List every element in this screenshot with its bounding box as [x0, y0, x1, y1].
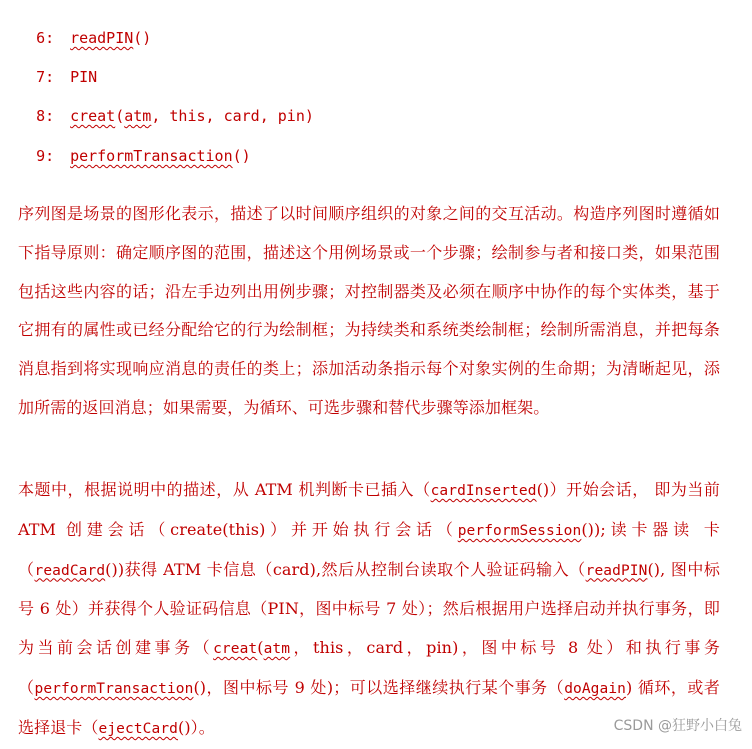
text-run: ，this，card，pin)，图中标号 8 处）和执行事务（ [18, 638, 720, 697]
text-run: ()）开始会话， 即为当前 ATM 创建会话（create(this)）并开始执行会话（ [18, 480, 721, 539]
code-token: () [133, 29, 152, 47]
text-run: ) 循环，或者选择退卡（ [18, 677, 720, 737]
watermark: CSDN @狂野小白兔 [613, 718, 742, 734]
paragraph-sequence-diagram: 序列图是场景的图形化表示，描述了以时间顺序组织的对象之间的交互活动。构造序列图时遵循如下指导原则：确定顺序图的范围，描述这个用例场景或一个步骤；绘制参与者和接口类，如果范围包括这些内容的话；沿左手边列出用例步骤；对控制器类及必须在顺序中协作的每个实体类，基于它拥有的属性或已经分配给它的行为绘制框；为持续类和系统类绘制框；绘制所需消息，并把每条消息指到将实现响应消息的责任的类上；添加活动条指示每个对象实例的生命期；为清晰起见，添加所需的返回消息；如果需要，为循环、可选步骤和替代步骤等添加框架。 [18, 204, 720, 417]
code-token: performSession [457, 522, 582, 539]
text-run: ( [257, 638, 264, 658]
code-token: ( [115, 107, 125, 125]
text-run: ()）。 [177, 717, 215, 737]
text-run: ()，图中标号 9 处)；可以选择继续执行某个事务（ [193, 677, 565, 697]
code-token: PIN [70, 68, 98, 86]
code-token: readPIN [585, 562, 648, 579]
code-token: creat [213, 641, 258, 658]
line-number: 8: [36, 107, 55, 125]
code-token: atm [124, 107, 152, 125]
code-token: readCard [34, 562, 106, 579]
code-line-7 [18, 47, 97, 87]
text-run: (), 图中标号 6 处）并获得个人验证码信息（PIN，图中标号 7 处）；然后根据用户选择启动并执行事务，即为当前会话创建事务（ [18, 559, 721, 658]
code-token: readPIN [70, 29, 134, 47]
code-token: () [232, 147, 251, 165]
code-line-8 [18, 86, 314, 126]
line-number: 7: [36, 68, 55, 86]
line-number: 9: [36, 147, 55, 165]
text-run: 本题中，根据说明中的描述，从 ATM 机判断卡已插入（ [18, 480, 431, 499]
code-token: performTransaction [34, 680, 194, 697]
code-line-6 [18, 8, 151, 48]
code-token: creat [70, 107, 116, 125]
code-token: ejectCard [98, 720, 178, 737]
paragraph-problem-explanation [18, 471, 720, 749]
code-line-9 [18, 126, 251, 166]
line-number: 6: [36, 29, 55, 47]
code-token: performTransaction [70, 147, 233, 165]
code-token: cardInserted [430, 483, 537, 499]
code-token: , this, card, pin) [151, 107, 314, 125]
code-token: doAgain [564, 680, 626, 697]
code-token: atm [263, 641, 291, 658]
text-run: ());读卡器读 卡（ [18, 519, 720, 579]
text-run: ())获得 ATM 卡信息（card),然后从控制台读取个人验证码输入（ [105, 559, 586, 579]
